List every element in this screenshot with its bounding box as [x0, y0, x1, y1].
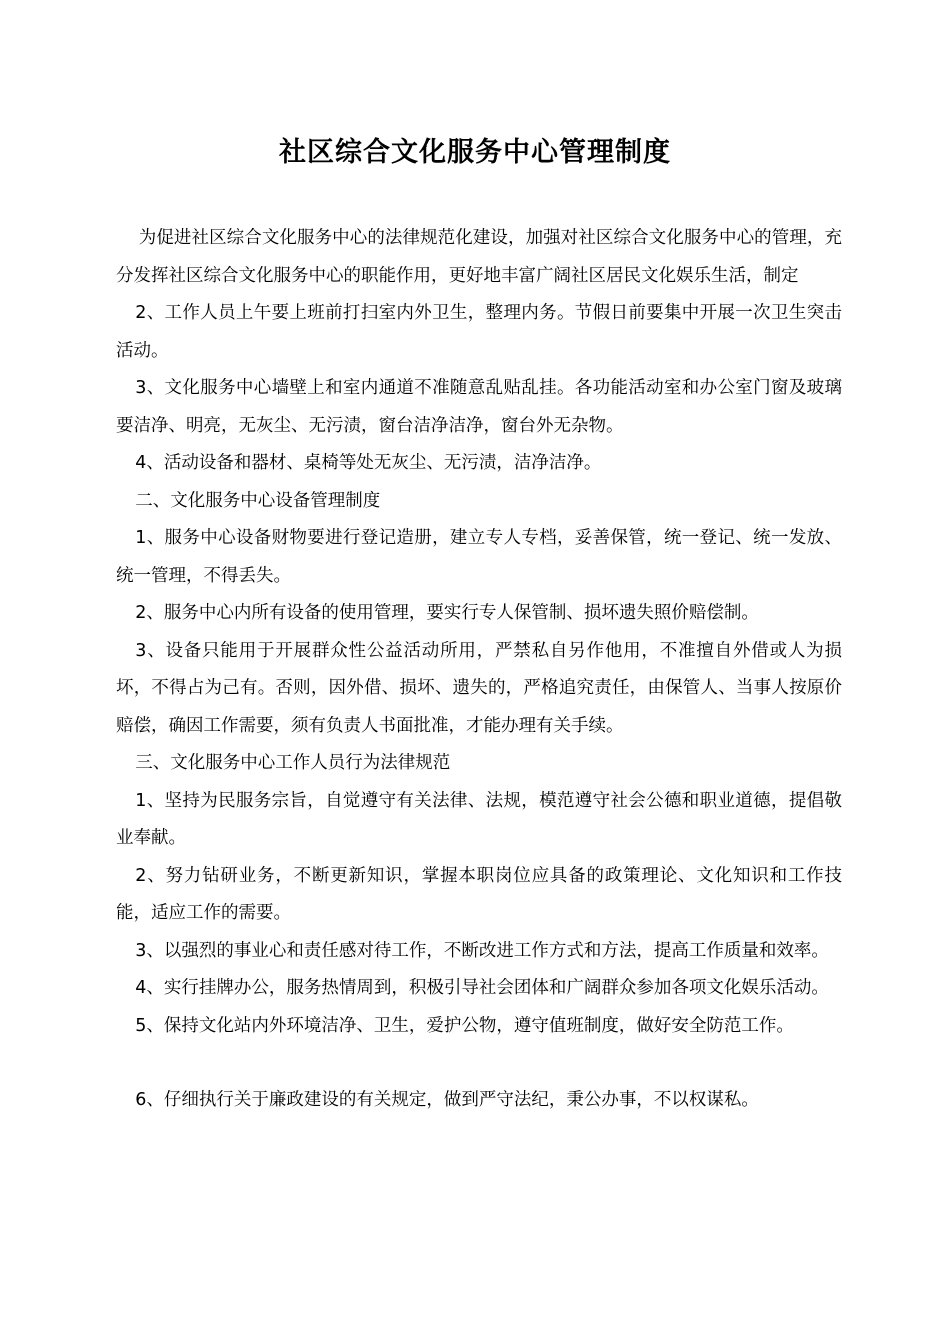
paragraph-rule: 6、仔细执行关于廉政建设的有关规定，做到严守法纪，秉公办事，不以权谋私。 [135, 1090, 759, 1110]
paragraph-rule: 3、以强烈的事业心和责任感对待工作，不断改进工作方式和方法，提高工作质量和效率。 [135, 940, 829, 961]
section-heading: 三、文化服务中心工作人员行为法律规范 [135, 753, 451, 773]
paragraph-rule: 4、活动设备和器材、桌椅等处无灰尘、无污渍，洁净洁净。 [135, 453, 602, 473]
paragraph-rule: 1、服务中心设备财物要进行登记造册，建立专人专档，妥善保管，统一登记、统一发放、统一管理，不得丢失。 [116, 528, 842, 586]
paragraph-rule: 5、保持文化站内外环境洁净、卫生，爱护公物，遵守值班制度，做好安全防范工作。 [135, 1015, 794, 1036]
section-heading: 二、文化服务中心设备管理制度 [135, 490, 381, 511]
document-title: 社区综合文化服务中心管理制度 [279, 137, 671, 168]
document-body [116, 220, 842, 1120]
paragraph-intro: 为促进社区综合文化服务中心的法律规范化建设，加强对社区综合文化服务中心的管理，充分发挥社区综合文化服务中心的职能作用，更好地丰富广阔社区居民文化娱乐生活，制定 [116, 228, 842, 286]
paragraph-rule: 2、工作人员上午要上班前打扫室内外卫生，整理内务。节假日前要集中开展一次卫生突击活动。 [116, 303, 842, 361]
paragraph-rule: 2、努力钻研业务，不断更新知识，掌握本职岗位应具备的政策理论、文化知识和工作技能，适应工作的需要。 [116, 865, 842, 923]
paragraph-rule: 3、文化服务中心墙壁上和室内通道不准随意乱贴乱挂。各功能活动室和办公室门窗及玻璃要洁净、明亮，无灰尘、无污渍，窗台洁净洁净，窗台外无杂物。 [116, 378, 842, 436]
paragraph-rule: 4、实行挂牌办公，服务热情周到，积极引导社会团体和广阔群众参加各项文化娱乐活动。 [135, 978, 829, 998]
paragraph-rule: 1、坚持为民服务宗旨，自觉遵守有关法律、法规，模范遵守社会公德和职业道德，提倡敬业奉献。 [116, 790, 842, 848]
paragraph-rule: 3、设备只能用于开展群众性公益活动所用，严禁私自另作他用，不准擅自外借或人为损坏，不得占为己有。否则，因外借、损坏、遗失的，严格追究责任，由保管人、当事人按原价赔偿，确因工作需要，须有负责人书面批准，才能办理有关手续。 [116, 640, 842, 736]
paragraph-rule: 2、服务中心内所有设备的使用管理，要实行专人保管制、损坏遗失照价赔偿制。 [135, 603, 759, 623]
